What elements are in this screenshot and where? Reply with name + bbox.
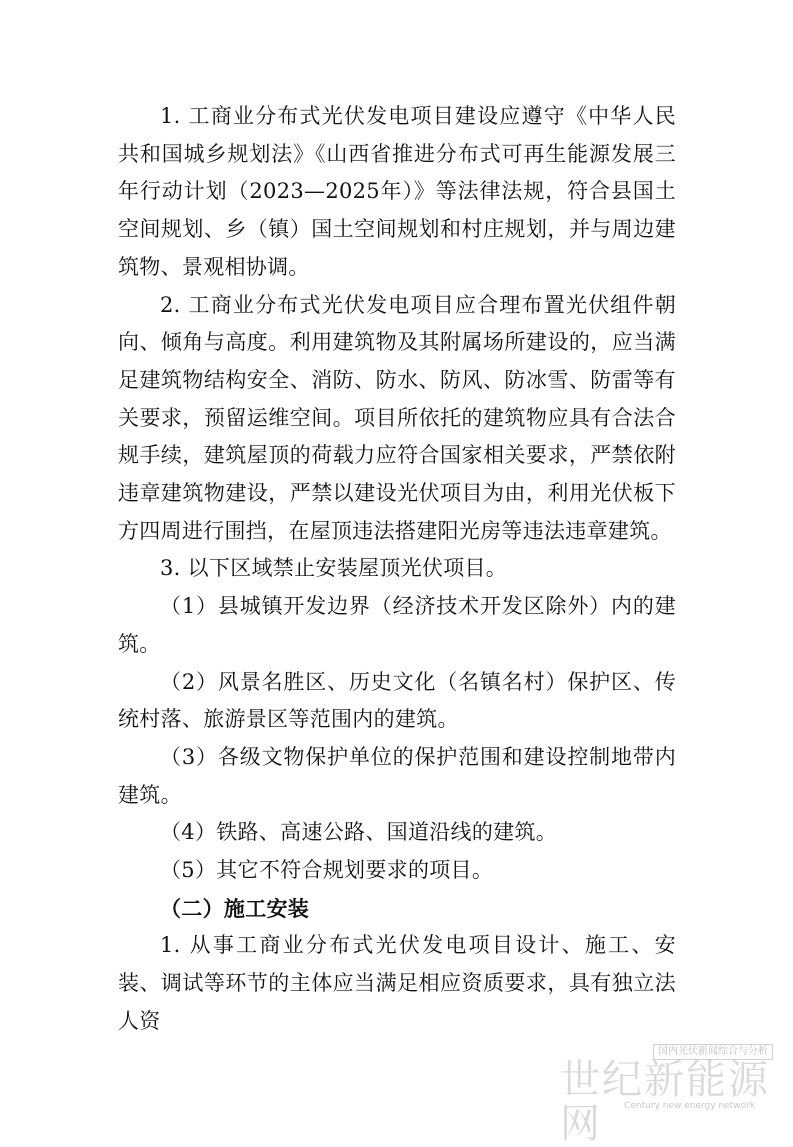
watermark-english: Century new energy network	[624, 1101, 755, 1111]
watermark-name: 世纪新能源网	[560, 1057, 770, 1147]
watermark-logo	[560, 1040, 785, 1147]
list-item-1: （1）县城镇开发边界（经济技术开发区除外）内的建筑。	[118, 594, 676, 656]
list-item-4: （4）铁路、高速公路、国道沿线的建筑。	[160, 820, 558, 845]
watermark-tagline: 国内光伏新闻综合与分析	[653, 1044, 773, 1060]
paragraph-3: 3. 以下区域禁止安装屋顶光伏项目。	[160, 556, 508, 581]
section-heading: （二）施工安装	[160, 895, 310, 921]
document-body	[118, 98, 676, 1041]
paragraph-4: 1. 从事工商业分布式光伏发电项目设计、施工、安装、调试等环节的主体应当满足相应资质要求，具有独立法人资	[118, 933, 676, 1033]
list-item-3: （3）各级文物保护单位的保护范围和建设控制地带内建筑。	[118, 744, 676, 807]
list-item-2: （2）风景名胜区、历史文化（名镇名村）保护区、传统村落、旅游景区等范围内的建筑。	[118, 669, 676, 732]
paragraph-2: 2. 工商业分布式光伏发电项目应合理布置光伏组件朝向、倾角与高度。利用建筑物及其附属场所建设的，应当满足建筑物结构安全、消防、防水、防风、防冰雪、防雷等有关要求，预留运维空间。项目所依托的建筑物应具有合法合规手续，建筑屋顶的荷载力应符合国家相关要求，严禁依附违章建筑物建设，严禁以建设光伏项目为由，利用光伏板下方四周进行围挡，在屋顶违法搭建阳光房等违法违章建筑。	[118, 292, 676, 543]
paragraph-1: 1. 工商业分布式光伏发电项目建设应遵守《中华人民共和国城乡规划法》《山西省推进分布式可再生能源发展三年行动计划（2023—2025年）》等法律法规，符合县国土空间规划、乡（镇）国土空间规划和村庄规划，并与周边建筑物、景观相协调。	[118, 104, 676, 279]
list-item-5: （5）其它不符合规划要求的项目。	[160, 858, 494, 883]
